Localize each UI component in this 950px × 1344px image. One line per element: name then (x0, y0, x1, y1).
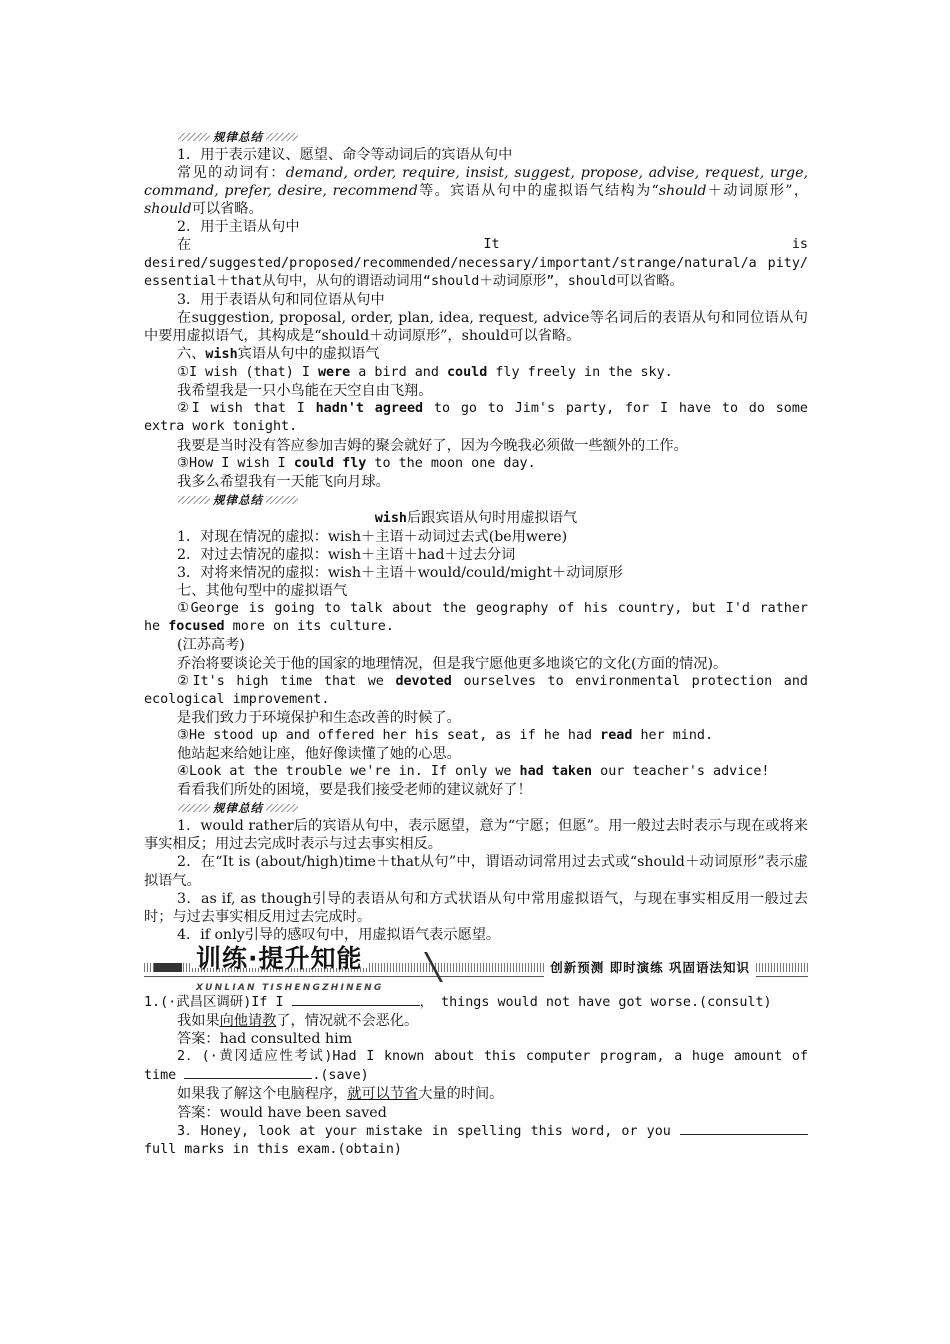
example-7-4-cn: 看看我们所处的困境，要是我们接受老师的建议就好了！ (177, 782, 532, 799)
example-6-3: ③How I wish I could fly to the moon one day. (177, 455, 536, 471)
banner-pinyin: XUNLIAN TISHENGZHINENG (196, 982, 384, 993)
hatch-decoration-right (266, 804, 298, 812)
rule-1-text: 常见的动词有：demand, order, require, insist, suggest, propose, advise, request, urge, command, prefer, desire, recommend等。宾语从句中的虚拟语气结构为“should＋动词原形”，should可以省略。 (144, 165, 809, 218)
example-7-2-cn: 是我们致力于环境保护和生态改善的时候了。 (177, 709, 461, 726)
question-1-answer: 答案：had consulted him (177, 1031, 353, 1048)
example-7-1: ①George is going to talk about the geography of his country, but I'd rather he focused more on its culture. (144, 601, 808, 635)
example-7-1-cn: 乔治将要谈论关于他的国家的地理情况，但是我宁愿他更多地谈它的文化(方面的情况)。 (177, 655, 728, 672)
wish-summary-2: 2．对过去情况的虚拟：wish＋主语＋had＋过去分词 (177, 546, 516, 563)
summary-tag (178, 800, 808, 816)
rule-1-title: 1．用于表示建议、愿望、命令等动词后的宾语从句中 (177, 147, 513, 163)
summary-label: 规律总结 (213, 129, 263, 144)
practice-banner (144, 943, 808, 993)
example-7-4: ④Look at the trouble we're in. If only we had taken our teacher's advice! (177, 764, 770, 780)
question-2-cn: 如果我了解这个电脑程序，就可以节省大量的时间。 (177, 1086, 504, 1103)
banner-subtitle: 创新预测 即时演练 巩固语法知识 (544, 959, 756, 977)
question-1-cn: 我如果向他请教了，情况就不会恶化。 (177, 1013, 419, 1030)
example-6-1-cn: 我希望我是一只小鸟能在天空自由飞翔。 (177, 383, 433, 400)
rule-2-text: desired/suggested/proposed/recommended/necessary/important/strange/natural/a pity/essential＋that从句中，从句的谓语动词用“should＋动词原形”，should可以省略。 (144, 255, 808, 289)
summary-label: 规律总结 (213, 492, 263, 507)
question-3: 3．Honey, look at your mistake in spelling this word, or you full marks in this exam.(obtain) (144, 1122, 808, 1159)
rule-2-title: 2．用于主语从句中 (177, 219, 300, 236)
banner-left-bar (154, 963, 182, 972)
wish-summary-3: 3．对将来情况的虚拟：wish＋主语＋would/could/might＋动词原形 (177, 565, 623, 582)
wish-summary-title: wish后跟宾语从句时用虚拟语气 (374, 509, 578, 526)
hatch-decoration-right (266, 496, 298, 504)
rule-3-title: 3．用于表语从句和同位语从句中 (177, 291, 385, 308)
example-7-3: ③He stood up and offered her his seat, as if he had read her mind. (177, 727, 714, 743)
hatch-decoration-left (178, 804, 210, 812)
summary-tag (178, 492, 808, 508)
example-7-3-cn: 他站起来给她让座，他好像读懂了她的心思。 (177, 746, 461, 762)
question-2: 2．(·黄冈适应性考试)Had I known about this computer program, a huge amount of time .(save) (144, 1049, 808, 1084)
example-7-2: ②It's high time that we devoted ourselves to environmental protection and ecological improvement. (144, 673, 808, 707)
summary-tag (178, 129, 808, 145)
other-summary-2: 2．在“It is (about/high)time＋that从句”中，谓语动词常用过去式或“should＋动词原形”表示虚拟语气。 (144, 854, 808, 889)
example-6-2-cn: 我要是当时没有答应参加吉姆的聚会就好了，因为今晚我必须做一些额外的工作。 (177, 437, 688, 454)
summary-label: 规律总结 (213, 801, 263, 816)
other-summary-4: 4．if only引导的感叹句中，用虚拟语气表示愿望。 (177, 926, 501, 943)
answer-blank[interactable] (680, 1122, 808, 1135)
rule-2-text-line1: 在 It is (177, 237, 808, 254)
hatch-decoration-left (178, 496, 210, 504)
rule-3-text: 在suggestion, proposal, order, plan, idea, request, advice等名词后的表语从句和同位语从句中要用虚拟语气，其构成是“should＋动词原形”，should可以省略。 (144, 309, 808, 344)
hatch-decoration-right (266, 133, 298, 141)
question-2-answer: 答案：would have been saved (177, 1104, 387, 1121)
question-1: 1.(·武昌区调研)If I ， things would not have got worse.(consult) (144, 994, 772, 1010)
document-page (144, 128, 808, 1159)
other-summary-3: 3．as if, as though引导的表语从句和方式状语从句中常用虚拟语气，与现在事实相反用一般过去时；与过去事实相反用过去完成时。 (144, 890, 808, 925)
section-6-heading: 六、wish宾语从句中的虚拟语气 (177, 346, 380, 363)
example-6-3-cn: 我多么希望我有一天能飞向月球。 (177, 473, 390, 490)
other-summary-1: 1．would rather后的宾语从句中，表示愿望，意为“宁愿；但愿”。用一般过去时表示与现在或将来事实相反；用过去完成时表示与过去事实相反。 (144, 818, 808, 853)
answer-blank[interactable] (184, 1066, 312, 1079)
banner-title: 训练·提升知能 (190, 950, 369, 968)
section-7-heading: 七、其他句型中的虚拟语气 (177, 583, 348, 600)
hatch-decoration-left (178, 133, 210, 141)
example-7-1-source: (江苏高考) (177, 637, 245, 654)
example-6-1: ①I wish (that) I were a bird and could fly freely in the sky. (177, 365, 673, 381)
wish-summary-1: 1．对现在情况的虚拟：wish＋主语＋动词过去式(be用were) (177, 528, 568, 545)
example-6-2: ②I wish that I hadn't agreed to go to Jim's party, for I have to do some extra work tonight. (144, 401, 808, 435)
